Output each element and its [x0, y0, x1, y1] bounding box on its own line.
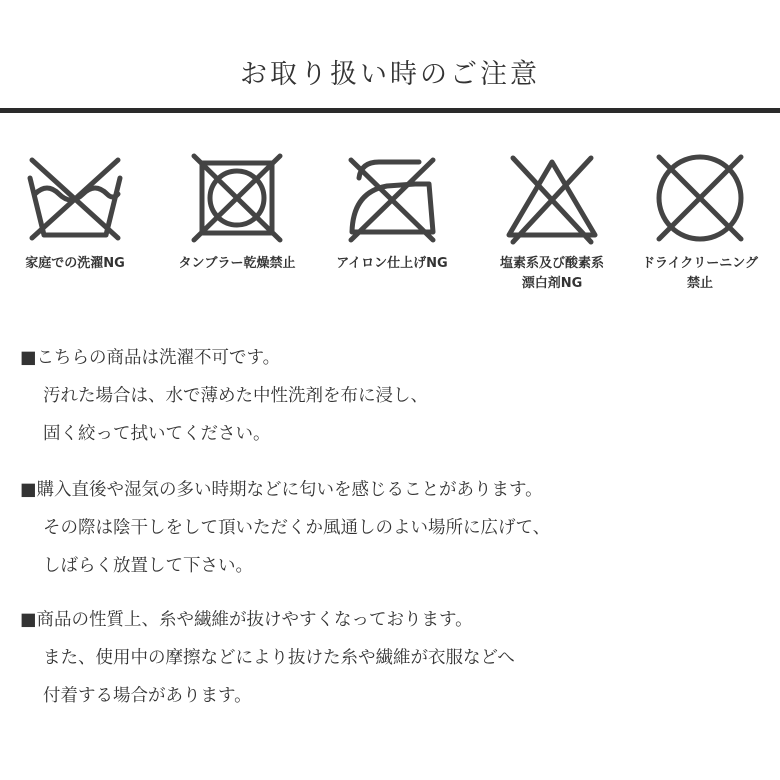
note-2-line-2: その際は陰干しをして頂いただくか風通しのよい場所に広げて、 — [43, 518, 551, 538]
care-label-dry-clean: ドライクリーニング 禁止 — [641, 256, 759, 291]
care-label-bleach: 塩素系及び酸素系 漂白剤NG — [499, 256, 604, 291]
note-2-line-3: しばらく放置して下さい。 — [43, 556, 253, 576]
note-3-line-3: 付着する場合があります。 — [43, 686, 252, 706]
note-2-line-1: ■購入直後や湿気の多い時期などに匂いを感じることがあります。 — [20, 480, 543, 500]
page-title: お取り扱い時のご注意 — [240, 59, 540, 90]
tumble-dry-crossed-icon — [182, 150, 292, 245]
care-label-tumble-dry: タンブラー乾燥禁止 — [178, 256, 296, 271]
bleach-triangle-crossed-icon — [497, 150, 607, 245]
note-1-line-3: 固く絞って拭いてください。 — [43, 424, 271, 444]
care-label-wash: 家庭での洗濯NG — [25, 256, 125, 271]
iron-crossed-icon — [337, 150, 447, 245]
care-label-iron: アイロン仕上げNG — [336, 256, 448, 271]
dry-clean-circle-crossed-icon — [645, 150, 755, 245]
title-divider — [0, 108, 780, 113]
note-3-line-1: ■商品の性質上、糸や繊維が抜けやすくなっております。 — [20, 610, 473, 630]
wash-tub-crossed-icon — [20, 150, 130, 245]
note-1-line-1: ■こちらの商品は洗濯不可です。 — [20, 348, 281, 368]
note-1-line-2: 汚れた場合は、水で薄めた中性洗剤を布に浸し、 — [43, 386, 428, 406]
note-3-line-2: また、使用中の摩擦などにより抜けた糸や繊維が衣服などへ — [43, 648, 515, 668]
